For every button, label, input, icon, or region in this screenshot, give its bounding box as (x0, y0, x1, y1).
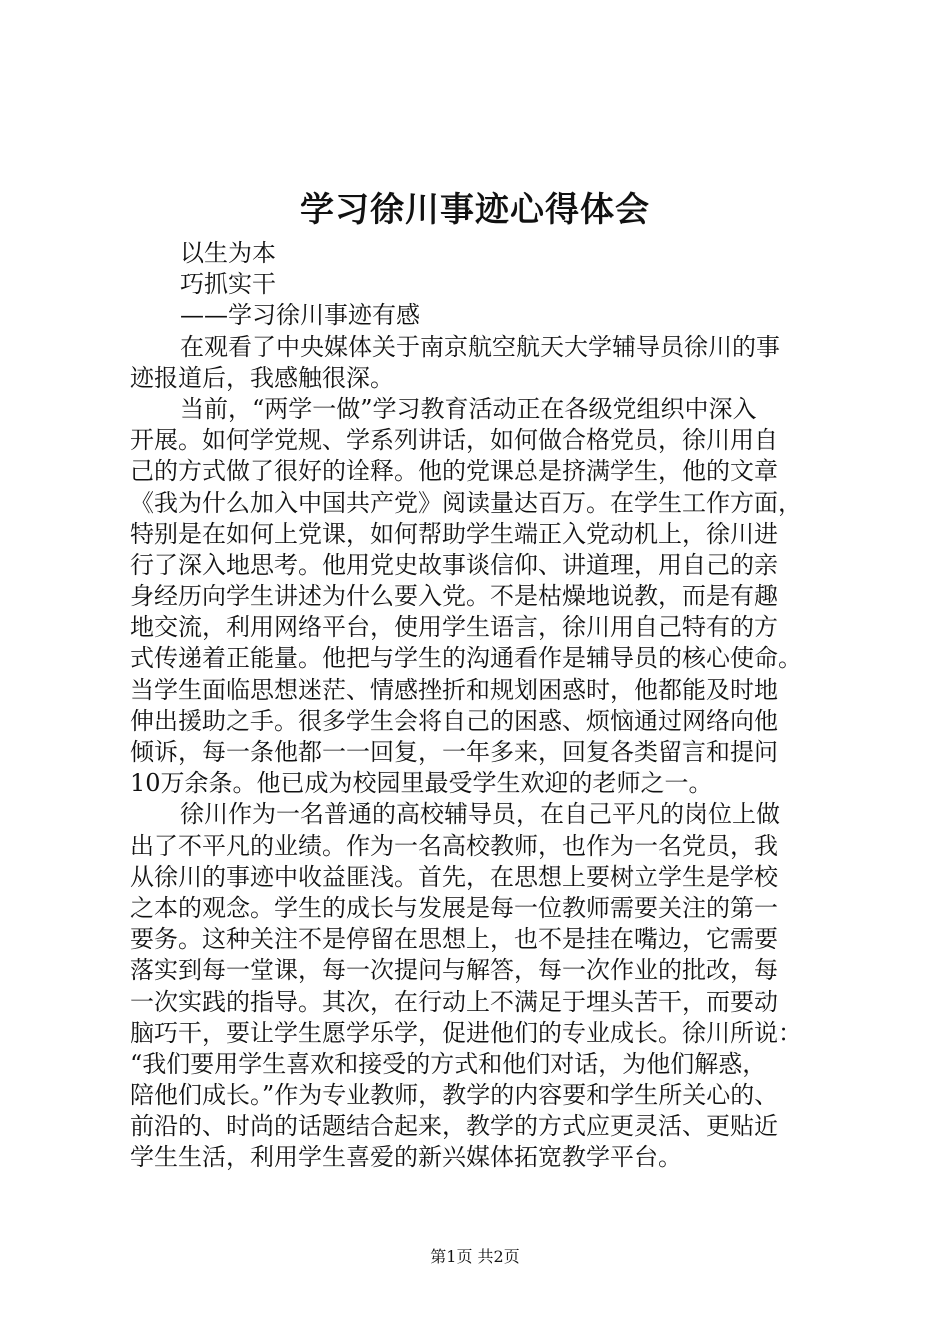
paragraph-line: 出了不平凡的业绩。作为一名高校教师，也作为一名党员，我 (130, 831, 778, 860)
paragraph-line: 当前，“两学一做”学习教育活动正在各级党组织中深入 (180, 394, 757, 423)
subtitle-line: 以生为本 (180, 239, 276, 267)
paragraph-line: 10万余条。他已成为校园里最受学生欢迎的老师之一。 (130, 769, 713, 798)
page-footer: 第1页 共2页 (430, 1247, 520, 1266)
paragraph-line: 学生生活，利用学生喜爱的新兴媒体拓宽教学平台。 (130, 1143, 682, 1172)
paragraph-line: 一次实践的指导。其次，在行动上不满足于埋头苦干，而要动 (130, 987, 778, 1016)
paragraph-line: 要务。这种关注不是停留在思想上，也不是挂在嘴边，它需要 (130, 925, 778, 954)
paragraph-line: 开展。如何学党规、学系列讲话，如何做合格党员，徐川用自 (130, 426, 778, 455)
paragraph-line: 徐川作为一名普通的高校辅导员，在自己平凡的岗位上做 (180, 800, 780, 829)
paragraph-line: 之本的观念。学生的成长与发展是每一位教师需要关注的第一 (130, 893, 778, 922)
paragraph-line: 身经历向学生讲述为什么要入党。不是枯燥地说教，而是有趣 (130, 582, 778, 611)
paragraph-line: 迹报道后，我感触很深。 (130, 363, 394, 392)
paragraph-line: 脑巧干，要让学生愿学乐学，促进他们的专业成长。徐川所说： (130, 1018, 802, 1047)
paragraph-line: 在观看了中央媒体关于南京航空航天大学辅导员徐川的事 (180, 332, 780, 361)
paragraph-line: 陪他们成长。”作为专业教师，教学的内容要和学生所关心的、 (130, 1081, 779, 1110)
subtitle-line: ——学习徐川事迹有感 (180, 301, 420, 330)
paragraph-1 (130, 332, 846, 394)
paragraph-line: 己的方式做了很好的诠释。他的党课总是挤满学生，他的文章 (130, 457, 778, 486)
paragraph-line: 《我为什么加入中国共产党》阅读量达百万。在学生工作方面， (130, 488, 802, 517)
paragraph-line: 地交流，利用网络平台，使用学生语言，徐川用自己特有的方 (130, 613, 778, 642)
paragraph-2 (130, 394, 846, 799)
document-title: 学习徐川事迹心得体会 (300, 190, 650, 230)
subtitle-block (130, 238, 846, 332)
document-body (130, 238, 846, 1174)
paragraph-line: 落实到每一堂课，每一次提问与解答，每一次作业的批改，每 (130, 956, 778, 985)
paragraph-line: 伸出援助之手。很多学生会将自己的困惑、烦恼通过网络向他 (130, 706, 778, 735)
paragraph-line: 从徐川的事迹中收益匪浅。首先，在思想上要树立学生是学校 (130, 862, 778, 891)
paragraph-line: 当学生面临思想迷茫、情感挫折和规划困惑时，他都能及时地 (130, 675, 778, 704)
paragraph-line: 前沿的、时尚的话题结合起来，教学的方式应更灵活、更贴近 (130, 1112, 778, 1141)
paragraph-line: 式传递着正能量。他把与学生的沟通看作是辅导员的核心使命。 (130, 644, 802, 673)
paragraph-line: 倾诉，每一条他都一一回复，一年多来，回复各类留言和提问 (130, 738, 778, 766)
paragraph-line: “我们要用学生喜欢和接受的方式和他们对话，为他们解惑， (130, 1049, 767, 1078)
paragraph-line: 行了深入地思考。他用党史故事谈信仰、讲道理，用自己的亲 (130, 550, 778, 579)
subtitle-line: 巧抓实干 (180, 270, 276, 299)
paragraph-3 (130, 799, 846, 1173)
paragraph-line: 特别是在如何上党课，如何帮助学生端正入党动机上，徐川进 (130, 519, 778, 548)
